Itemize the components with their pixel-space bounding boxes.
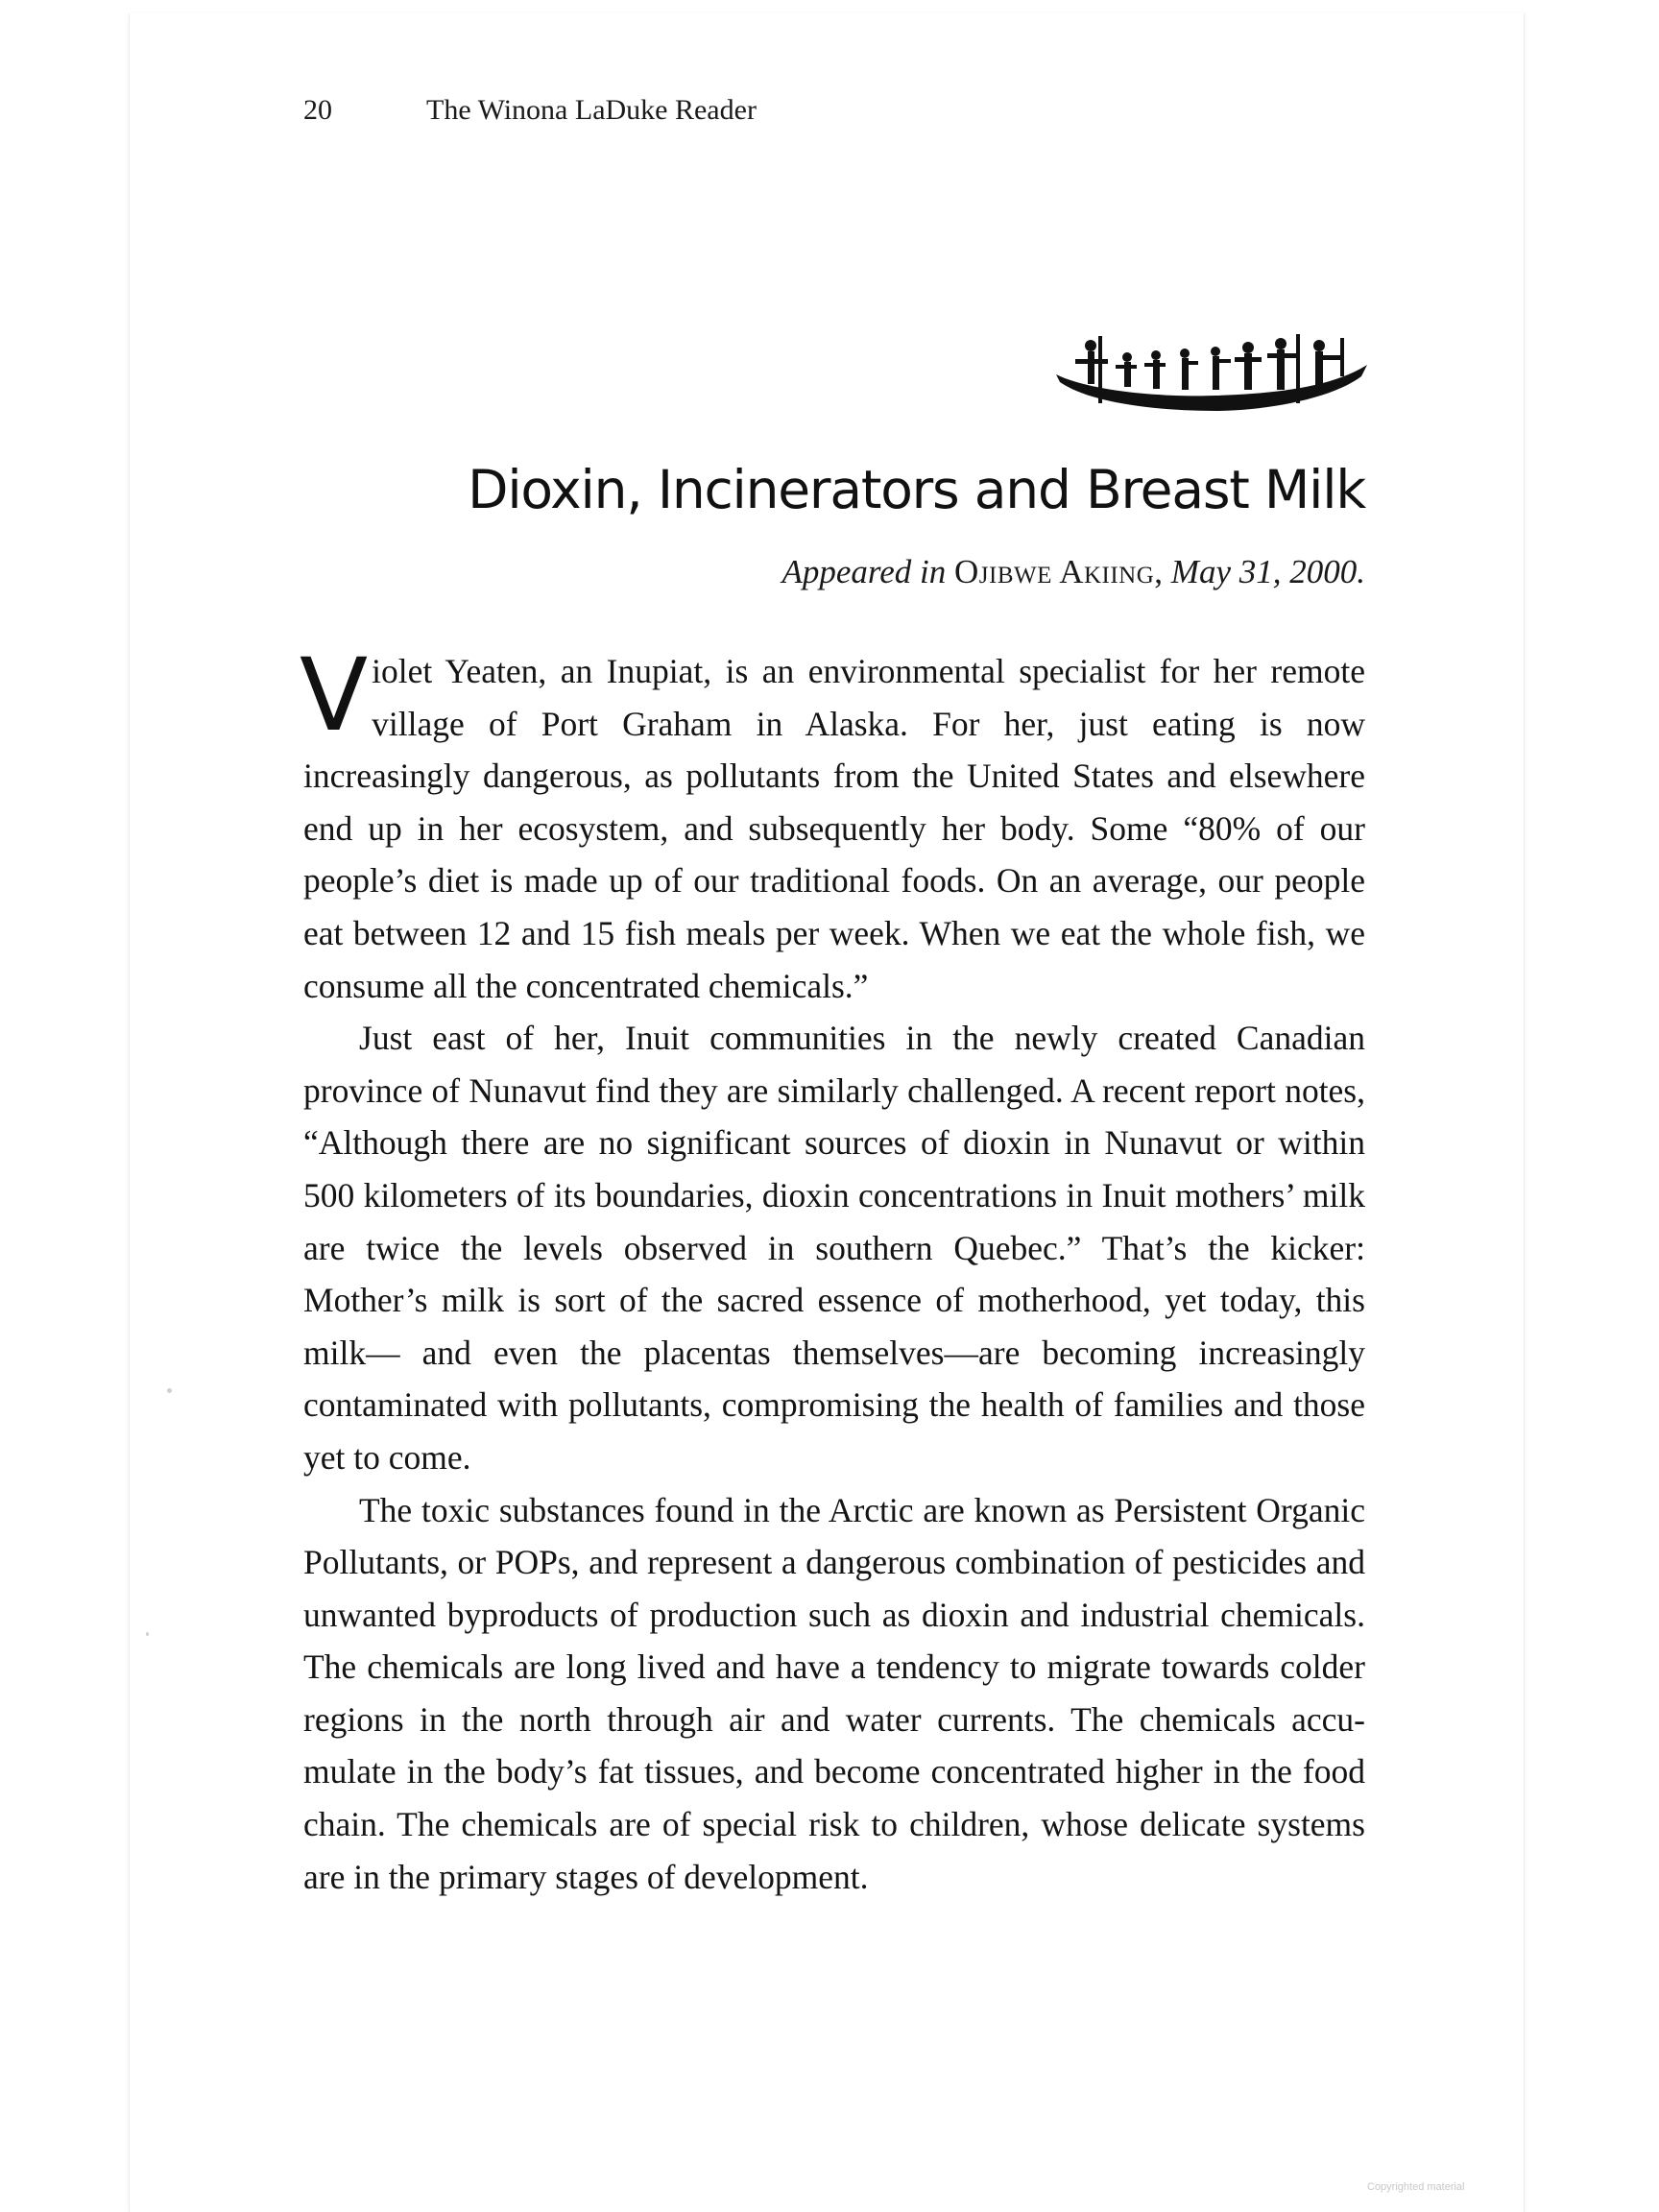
source-publication: Ojibwe Akiing [954, 553, 1155, 590]
source-line: Appeared in Ojibwe Akiing, May 31, 2000. [781, 553, 1365, 590]
paragraph-1-text: iolet Yeaten, an Inupiat, is an environmental specialist for her remote village of Port Graham in Alaska. For her, just eating is now increasingly dangerous, as pollutants from the United States and elsewhere end up in her ecosystem, and subsequently her body. Some “80% of our people’s diet is made up of our traditional foods. On an average, our people eat between 12 and 15 fish meals per week. When we eat the whole fish, we consume all the concentrated chemicals.” [303, 652, 1365, 1005]
scan-speck [167, 1388, 172, 1393]
paragraph-3: The toxic substances found in the Arctic are known as Persistent Organic Pollutants, or POPs, and represent a dangerous combination of pesticides and unwanted byproducts of production such as dioxin and industrial chemicals. The chemicals are long lived and have a tendency to migrate towards colder regions in the north through air and water currents. The chemicals accumulate in the body’s fat tissues, and become concentrated higher in the food chain. The chemicals are of special risk to children, whose delicate systems are in the primary stages of development. [303, 1490, 1365, 1896]
book-title: The Winona LaDuke Reader [426, 94, 757, 126]
paragraph-1 [300, 637, 1365, 1012]
paragraph-2: Just east of her, Inuit communities in the newly created Canadian province of Nunavut find they are similarly challenged. A recent report notes, “Although there are no significant sources of dioxin in Nunavut or within 500 kilometers of its boundaries, dioxin concentrations in Inuit mothers’ milk are twice the levels observed in southern Quebec.” That’s the kicker: Mother’s milk is sort of the sacred essence of motherhood, yet today, this milk— and even the placentas themselves—are becoming increasingly contaminated with pollutants, compromising the health of families and those yet to come. [303, 1019, 1365, 1477]
running-head [303, 94, 757, 127]
canoe-with-paddlers-icon [1052, 332, 1371, 419]
scan-speck [146, 1632, 149, 1636]
copyright-watermark: Copyrighted material [1367, 2181, 1465, 2193]
body-text [300, 637, 1365, 1903]
source-date: May 31, 2000. [1170, 553, 1365, 590]
chapter-title: Dioxin, Incinerators and Breast Milk [468, 459, 1365, 520]
dropcap: V [300, 637, 369, 754]
source-prefix: Appeared in [781, 553, 947, 590]
page-number: 20 [303, 94, 332, 126]
